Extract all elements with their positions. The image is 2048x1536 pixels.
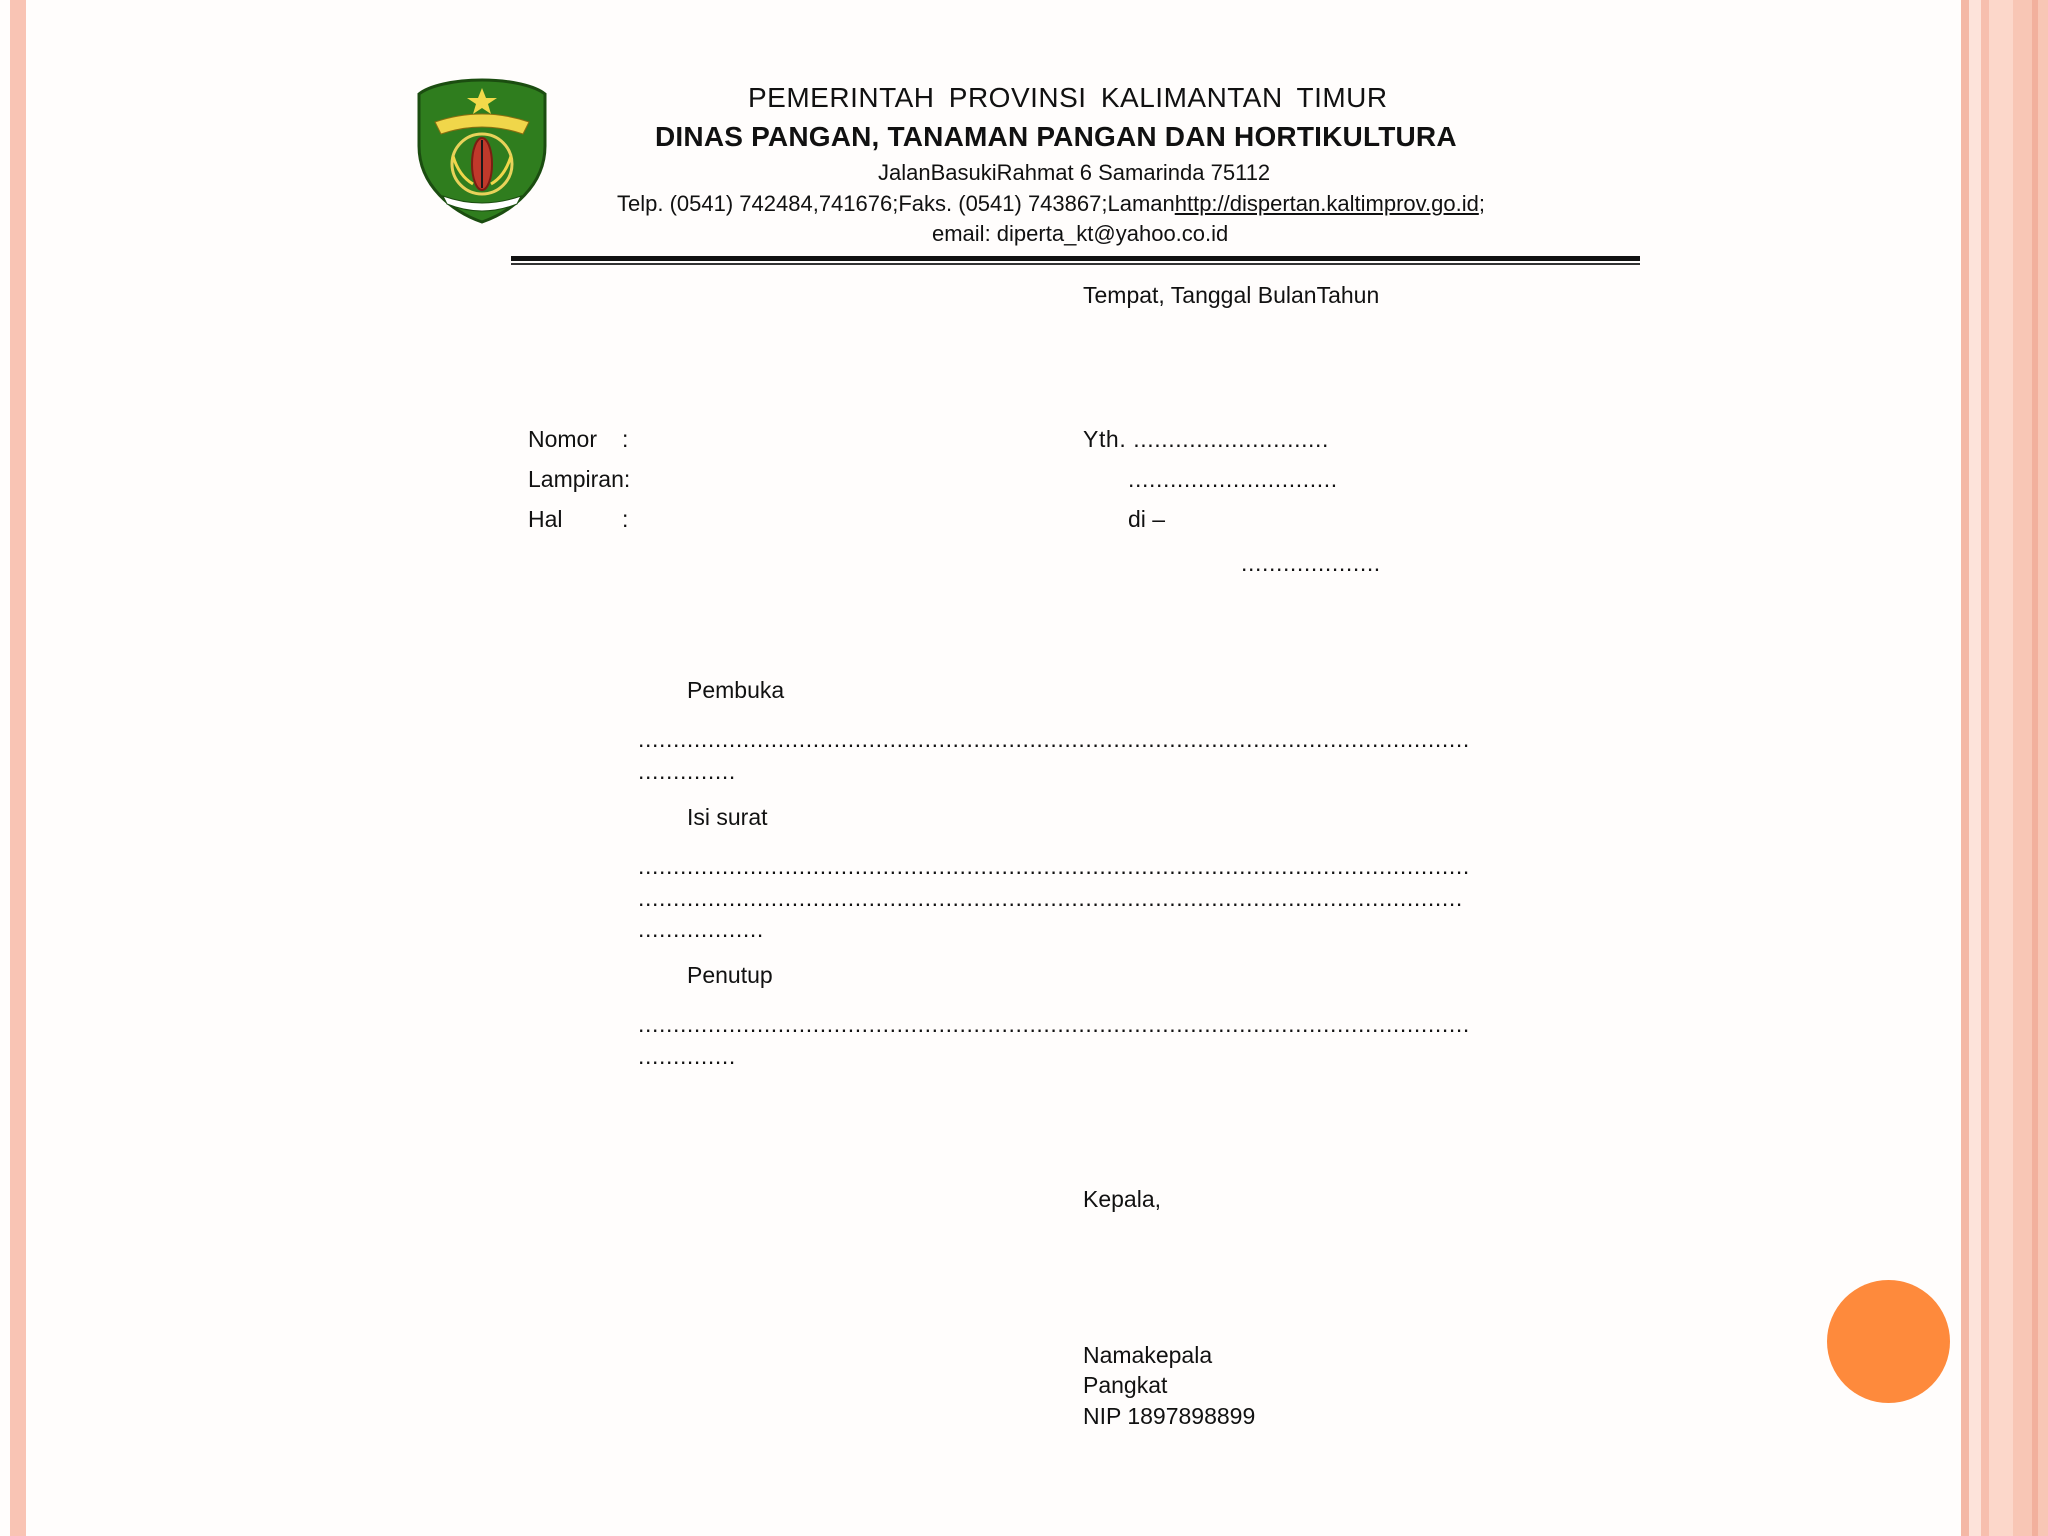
recipient-di: di –: [1128, 506, 1166, 532]
pembuka-label: Pembuka: [687, 677, 785, 703]
isi-line: ..................: [638, 916, 764, 942]
header-government: PEMERINTAH PROVINSI KALIMANTAN TIMUR: [748, 82, 1388, 113]
hal-label: Hal: [528, 506, 563, 532]
signature-nip: NIP 1897898899: [1083, 1403, 1256, 1429]
header-rule-thin: [511, 263, 1640, 265]
header-email: email: diperta_kt@yahoo.co.id: [932, 221, 1229, 246]
pembuka-line: ..............: [638, 758, 736, 784]
header-rule: [511, 256, 1640, 261]
isi-line: ......................................................................................................................: [638, 885, 1463, 911]
nomor-colon: :: [622, 426, 629, 452]
penutup-line: ..............: [638, 1043, 736, 1069]
lampiran-label: Lampiran:: [528, 466, 631, 492]
penutup-label: Penutup: [687, 962, 773, 988]
signature-rank: Pangkat: [1083, 1372, 1168, 1398]
header-agency: DINAS PANGAN, TANAMAN PANGAN DAN HORTIKULTURA: [655, 121, 1457, 152]
date-place: Tempat, Tanggal BulanTahun: [1083, 282, 1380, 308]
header-address: JalanBasukiRahmat 6 Samarinda 75112: [878, 160, 1271, 185]
recipient-line: ..............................: [1128, 466, 1338, 492]
header-separator: ;: [1478, 191, 1485, 216]
header-phone: Telp. (0541) 742484,741676;Faks. (0541) 743867;Laman: [617, 191, 1175, 216]
hal-colon: :: [622, 506, 629, 532]
pembuka-line: .......................................................................................................................: [638, 726, 1470, 752]
provincial-crest-icon: [413, 76, 551, 226]
isi-label: Isi surat: [687, 804, 768, 830]
signature-name: Namakepala: [1083, 1342, 1213, 1368]
nomor-label: Nomor: [528, 426, 598, 452]
signature-title: Kepala,: [1083, 1186, 1162, 1212]
isi-line: .......................................................................................................................: [638, 853, 1470, 879]
recipient-yth: Yth. ............................: [1083, 426, 1330, 452]
website-link[interactable]: http://dispertan.kaltimprov.go.id: [1174, 191, 1479, 216]
header-contact: [617, 193, 1485, 215]
penutup-line: .......................................................................................................................: [638, 1011, 1470, 1037]
slide-accent-circle: [1827, 1280, 1950, 1403]
recipient-place: ....................: [1241, 550, 1381, 576]
